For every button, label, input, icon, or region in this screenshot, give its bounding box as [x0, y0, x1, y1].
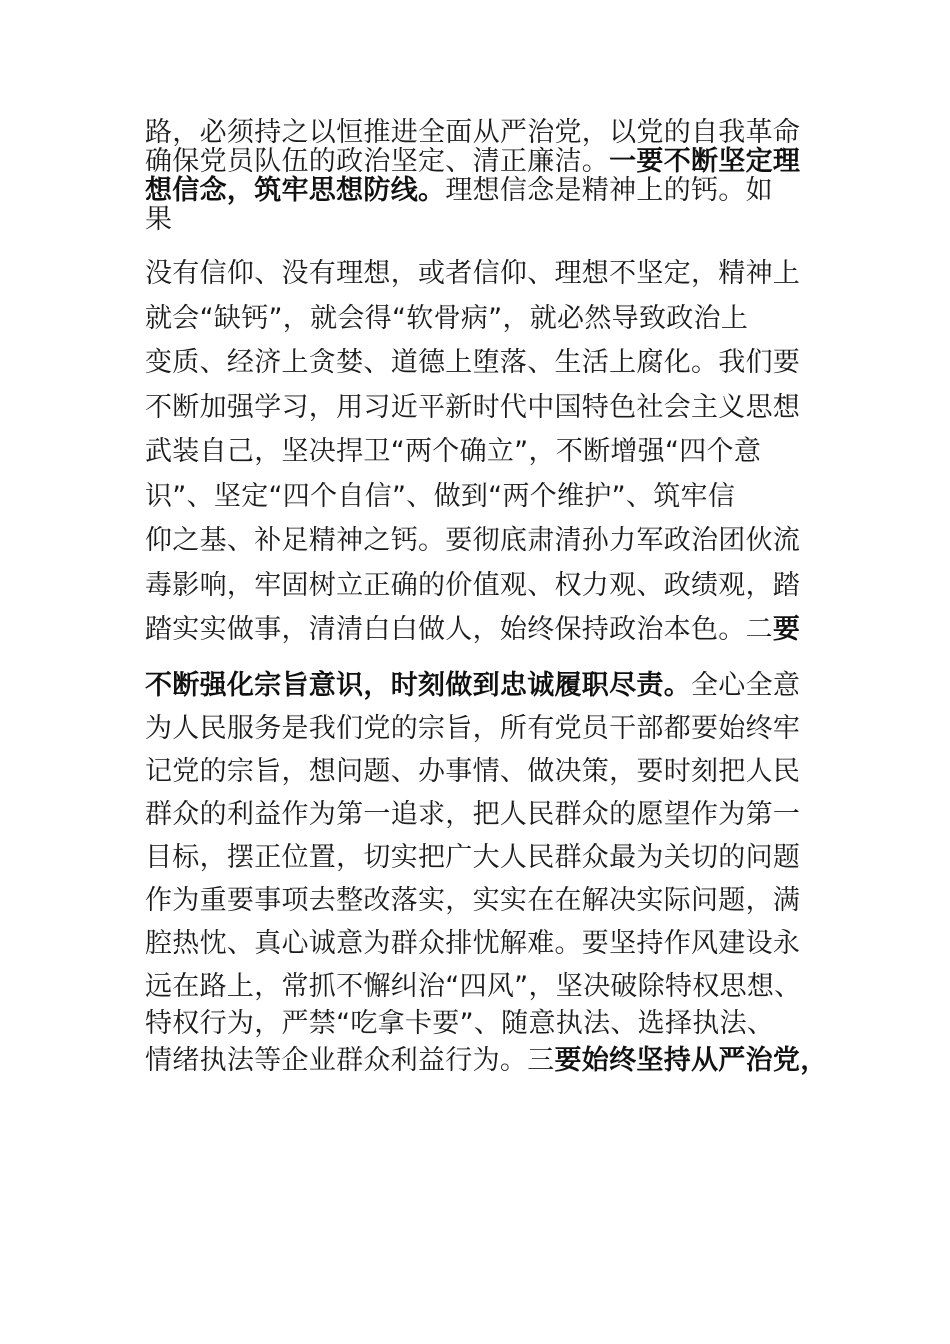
text-run: 武装自己，坚决捍卫“两个确立”，不断增强“四个意 — [145, 436, 762, 467]
text-run: 变质、经济上贪婪、道德上堕落、生活上腐化。我们要 — [145, 347, 801, 378]
text-line — [145, 147, 825, 176]
bold-text-run: 不断强化宗旨意识，时刻做到忠诚履职尽责。 — [145, 670, 691, 701]
text-run: 记党的宗旨，想问题、办事情、做决策，要时刻把人民 — [145, 756, 801, 787]
text-run: 为人民服务是我们党的宗旨，所有党员干部都要始终牢 — [145, 713, 801, 744]
text-line — [145, 836, 825, 879]
text-line — [145, 475, 825, 520]
text-run: 腔热忱、真心诚意为群众排忧解难。要坚持作风建设永 — [145, 928, 801, 959]
text-line — [145, 1005, 825, 1042]
text-line — [145, 664, 825, 707]
text-line — [145, 297, 825, 342]
text-line — [145, 968, 825, 1005]
text-line — [145, 252, 825, 297]
text-run: 目标，摆正位置，切实把广大人民群众最为关切的问题 — [145, 842, 801, 873]
text-line — [145, 386, 825, 431]
paragraph-bottom — [145, 664, 825, 965]
text-line — [145, 793, 825, 836]
bold-text-run: 要 — [772, 614, 801, 645]
text-run: 远在路上，常抓不懈纠治“四风”，坚决破除特权思想、 — [145, 971, 802, 1002]
bold-text-run: 一要不断坚定理 — [609, 146, 801, 177]
text-run: 毒影响，牢固树立正确的价值观、权力观、政绩观，踏 — [145, 569, 801, 601]
bold-text-run: 要始终坚持从严治党， — [554, 1045, 828, 1076]
text-line — [145, 430, 825, 475]
text-run: 确保党员队伍的政治坚定、清正廉洁。 — [145, 146, 610, 177]
text-line — [145, 608, 825, 653]
text-line — [145, 922, 825, 965]
text-run: 作为重要事项去整改落实，实实在在解决实际问题，满 — [145, 885, 801, 916]
text-run: 仰之基、补足精神之钙。要彻底肃清孙力军政治团伙流 — [145, 525, 801, 556]
paragraph-middle — [145, 252, 825, 653]
text-run: 群众的利益作为第一追求，把人民群众的愿望作为第一 — [145, 799, 801, 830]
text-run: 识”、坚定“四个自信”、做到“两个维护”、筑牢信 — [145, 480, 736, 512]
text-run: 全心全意 — [691, 670, 801, 701]
text-run: 理想信念是精神上的钙。如 — [445, 175, 773, 206]
text-run: 踏实实做事，清清白白做人，始终保持政治本色。二 — [145, 614, 773, 645]
text-line — [145, 750, 825, 793]
paragraph-tail — [145, 968, 828, 1079]
text-line — [145, 707, 825, 750]
text-run: 情绪执法等企业群众利益行为。三 — [145, 1045, 555, 1076]
text-run: 路，必须持之以恒推进全面从严治党，以党的自我革命 — [145, 117, 801, 148]
text-line — [145, 205, 825, 234]
text-line — [145, 176, 825, 205]
text-run: 就会“缺钙”，就会得“软骨病”，就必然导致政治上 — [145, 302, 749, 334]
text-line — [145, 564, 825, 609]
text-line — [145, 341, 825, 386]
bold-text-run: 想信念，筑牢思想防线。 — [145, 175, 446, 206]
paragraph-top — [145, 118, 825, 234]
text-line — [145, 519, 825, 564]
text-run: 没有信仰、没有理想，或者信仰、理想不坚定，精神上 — [145, 258, 801, 289]
text-run: 特权行为，严禁“吃拿卡要”、随意执法、选择执法、 — [145, 1008, 775, 1039]
text-line — [145, 118, 825, 147]
text-run: 不断加强学习，用习近平新时代中国特色社会主义思想 — [145, 391, 801, 423]
text-line — [145, 879, 825, 922]
text-run: 果 — [145, 204, 173, 235]
text-line — [145, 1042, 828, 1079]
